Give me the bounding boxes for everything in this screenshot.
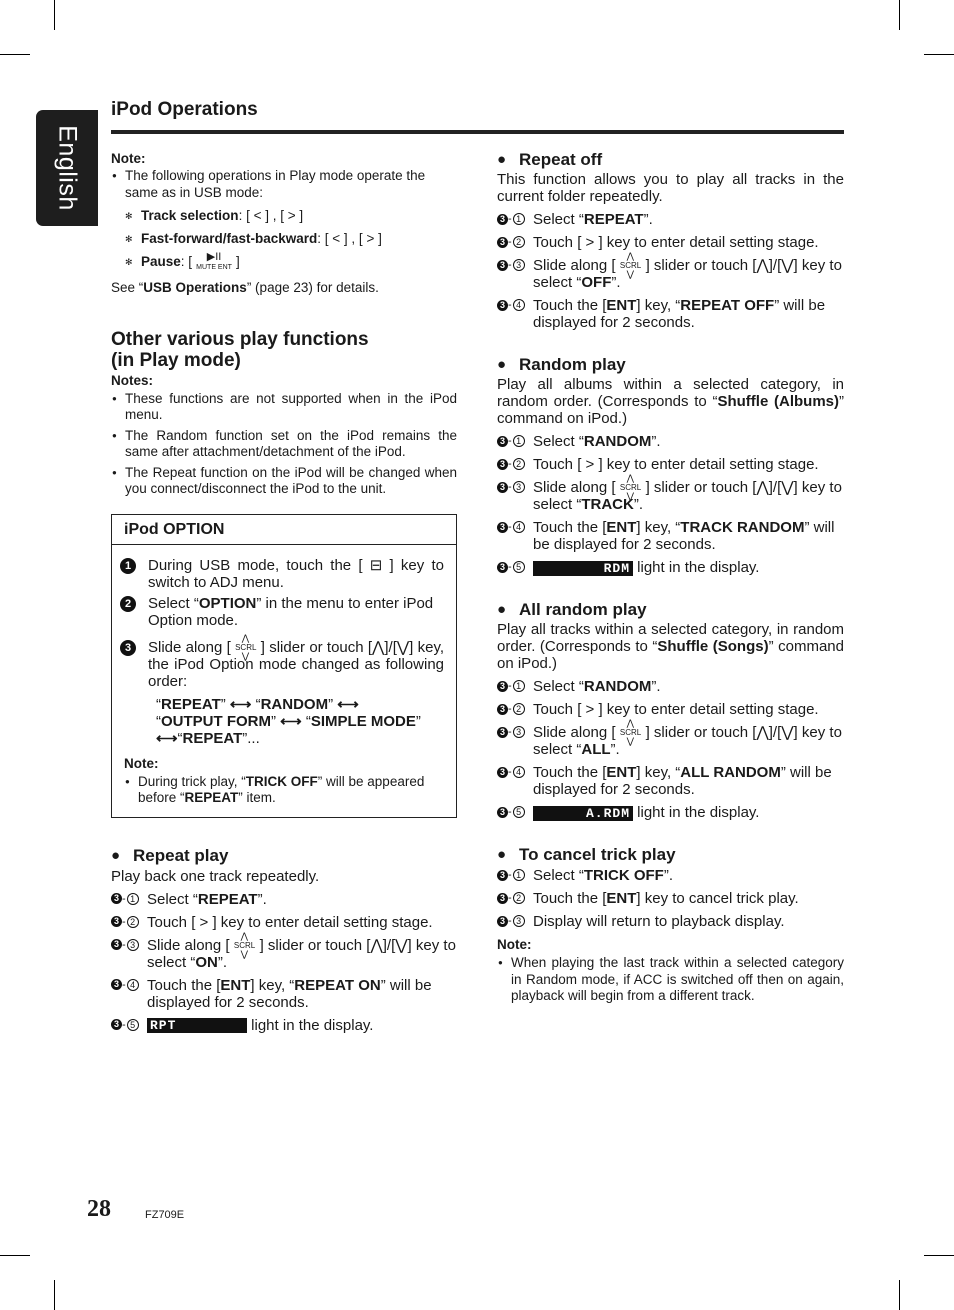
crop-mark [899,1280,900,1310]
repeat-off-step: 3 - 1 Select “REPEAT”. [497,211,844,228]
repeat-play-step: 3 - 1 Select “REPEAT”. [111,891,457,908]
note-item: ✻ Fast-forward/fast-backward: [ < ] , [ > ] [111,230,457,247]
scrl-slider-icon: ⋀ SCRL ⋁ [231,641,261,655]
note-item: ● The Random function set on the iPod remains the same after attachment/detachment of the iPod. [111,428,457,461]
repeat-play-heading: ● Repeat play [111,846,457,866]
cancel-trick-step: 3 - 2 Touch the [ENT] key to cancel trick play. [497,890,844,907]
page-number: 28 [87,1196,111,1222]
crop-mark [54,0,55,30]
all-random-heading: ● All random play [497,600,844,620]
crop-mark [924,1255,954,1256]
cancel-note-label: Note: [497,937,532,952]
play-pause-icon: ▶II MUTE ENT [196,251,232,271]
note-text: ● The following operations in Play mode operate the same as in USB mode: [111,168,457,201]
option-note-label: Note: [124,755,159,771]
option-note: ● During trick play, “TRICK OFF” will be appeared before “REPEAT” item. [124,774,444,807]
scrl-slider-icon: ⋀ SCRL ⋁ [616,726,646,740]
all-random-step: 3 - 2 Touch [ > ] key to enter detail setting stage. [497,701,844,718]
option-step-2: 2 Select “OPTION” in the menu to enter iPod Option mode. [120,595,444,629]
repeat-play-step: 3 - 5 RPT light in the display. [111,1017,457,1034]
repeat-off-heading: ● Repeat off [497,150,844,170]
all-random-desc: Play all tracks within a selected category, in random order. (Corresponds to “Shuffle (Songs)” command on iPod.) [497,621,844,672]
title-rule [111,130,844,134]
note-item: ● The Repeat function on the iPod will be changed when you connect/disconnect the iPod to the unit. [111,465,457,498]
random-play-step: 3 - 1 Select “RANDOM”. [497,433,844,450]
crop-mark [0,1255,30,1256]
note-item: ✻ Pause: [ ▶II MUTE ENT ] [111,253,457,272]
random-play-step: 3 - 4 Touch the [ENT] key, “TRACK RANDOM” will be displayed for 2 seconds. [497,519,844,553]
display-indicator: RPT [147,1018,247,1033]
model-code: FZ709E [145,1209,185,1221]
scrl-slider-icon: ⋀ SCRL ⋁ [616,481,646,495]
right-column [497,150,844,1005]
random-play-step: 3 - 2 Touch [ > ] key to enter detail setting stage. [497,456,844,473]
repeat-off-step: 3 - 3 Slide along [⋀ SCRL ⋁ ] slider or touch [⋀]/[⋁] key to select “OFF”. [497,257,844,291]
section-title: iPod Operations [111,99,258,120]
cancel-note: ● When playing the last track within a selected category in Random mode, if ACC is switched off then on again, playback will begin from a different track. [497,955,844,1005]
option-order: “REPEAT” ⟷ “RANDOM” ⟷ “OUTPUT FORM” ⟷ “SIMPLE MODE” ⟷“REPEAT”... [156,695,421,747]
display-indicator: A.RDM [533,806,633,821]
repeat-play-step: 3 - 2 Touch [ > ] key to enter detail setting stage. [111,914,457,931]
crop-mark [924,54,954,55]
repeat-off-step: 3 - 2 Touch [ > ] key to enter detail setting stage. [497,234,844,251]
repeat-off-step: 3 - 4 Touch the [ENT] key, “REPEAT OFF” will be displayed for 2 seconds. [497,297,844,331]
all-random-step: 3 - 3 Slide along [⋀ SCRL ⋁ ] slider or touch [⋀]/[⋁] key to select “ALL”. [497,724,844,758]
random-play-step: 3 - 3 Slide along [⋀ SCRL ⋁ ] slider or touch [⋀]/[⋁] key to select “TRACK”. [497,479,844,513]
all-random-step: 3 - 5 A.RDM light in the display. [497,804,844,821]
swap-arrow-icon: ⟷ [337,695,359,713]
language-label: English [53,125,82,211]
scrl-slider-icon: ⋀ SCRL ⋁ [616,259,646,273]
repeat-play-step: 3 - 3 Slide along [⋀ SCRL ⋁ ] slider or touch [⋀]/[⋁] key to select “ON”. [111,937,457,971]
crop-mark [0,54,30,55]
cancel-trick-step: 3 - 1 Select “TRICK OFF”. [497,867,844,884]
scrl-slider-icon: ⋀ SCRL ⋁ [230,939,260,953]
cancel-trick-heading: ● To cancel trick play [497,845,844,865]
repeat-off-desc: This function allows you to play all tracks in the current folder repeatedly. [497,171,844,205]
cancel-trick-step: 3 - 3 Display will return to playback display. [497,913,844,930]
note-label: Note: [111,151,146,166]
all-random-step: 3 - 4 Touch the [ENT] key, “ALL RANDOM” will be displayed for 2 seconds. [497,764,844,798]
swap-arrow-icon: ⟷ [229,695,252,713]
all-random-step: 3 - 1 Select “RANDOM”. [497,678,844,695]
random-play-step: 3 - 5 RDM light in the display. [497,559,844,576]
swap-arrow-icon: ⟷ [156,729,178,747]
notes-label: Notes: [111,372,154,388]
crop-mark [899,0,900,30]
repeat-play-desc: Play back one track repeatedly. [111,867,320,885]
ipod-option-header: iPod OPTION [112,515,456,545]
display-indicator: RDM [533,561,633,576]
option-step-1: 1 During USB mode, touch the [ ⊟ ] key to switch to ADJ menu. [120,557,444,591]
other-functions-heading: Other various play functions (in Play mode) [111,328,369,371]
see-reference: See “USB Operations” (page 23) for details. [111,280,379,295]
left-column [111,150,457,1034]
language-tab [36,110,98,226]
note-item: ✻ Track selection: [ < ] , [ > ] [111,207,457,224]
ipod-option-box [111,514,457,818]
random-play-desc: Play all albums within a selected category, in random order. (Corresponds to “Shuffle (Albums)” command on iPod.) [497,376,844,427]
crop-mark [54,1280,55,1310]
swap-arrow-icon: ⟷ [280,712,302,730]
option-step-3: 3 Slide along [⋀ SCRL ⋁ ] slider or touch [⋀]/[⋁] key, the iPod Option mode changed as following order: [120,639,444,690]
note-item: ● These functions are not supported when in the iPod menu. [111,391,457,424]
repeat-play-step: 3 - 4 Touch the [ENT] key, “REPEAT ON” will be displayed for 2 seconds. [111,977,457,1011]
random-play-heading: ● Random play [497,355,844,375]
